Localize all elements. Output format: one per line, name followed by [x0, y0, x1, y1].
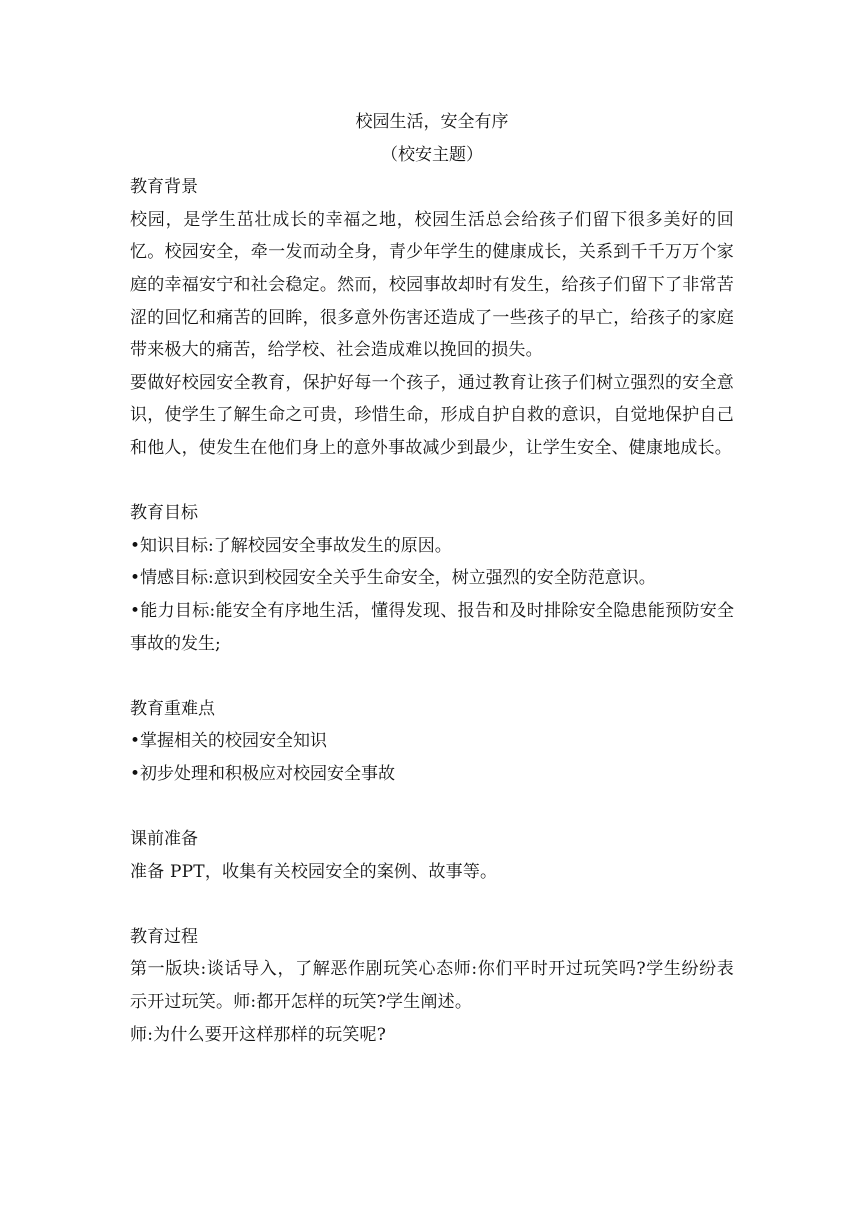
goal-item-ability: •能力目标:能安全有序地生活，懂得发现、报告和及时排除安全隐患能预防安全事故的发生; [130, 600, 734, 654]
section-spacer [130, 465, 734, 498]
section-preparation [130, 823, 734, 888]
document-page [130, 106, 734, 1051]
section-key-points [130, 693, 734, 791]
process-paragraph: 师:为什么要开这样那样的玩笑呢? [130, 1024, 387, 1045]
goal-item-knowledge: •知识目标:了解校园安全事故发生的原因。 [130, 535, 452, 556]
section-heading-goals: 教育目标 [130, 503, 198, 524]
process-paragraph: 第一版块:谈话导入，了解恶作剧玩笑心态师:你们平时开过玩笑吗?学生纷纷表示开过玩笑。师:都开怎样的玩笑?学生阐述。 [130, 959, 734, 1013]
goals-list [130, 530, 734, 660]
preparation-text: 准备 PPT，收集有关校园安全的案例、故事等。 [130, 861, 498, 882]
goal-item-emotion: •情感目标:意识到校园安全关乎生命安全，树立强烈的安全防范意识。 [130, 568, 656, 589]
section-heading-process: 教育过程 [130, 926, 198, 947]
section-process [130, 921, 734, 1051]
section-background [130, 171, 734, 464]
section-goals [130, 497, 734, 660]
section-spacer [130, 888, 734, 921]
section-heading-background: 教育背景 [130, 177, 198, 198]
section-heading-preparation: 课前准备 [130, 829, 198, 850]
background-paragraph: 校园，是学生茁壮成长的幸福之地，校园生活总会给孩子们留下很多美好的回忆。校园安全，牵一发而动全身，青少年学生的健康成长，关系到千千万万个家庭的幸福安宁和社会稳定。然而，校园事故却时有发生，给孩子们留下了非常苦涩的回忆和痛苦的回眸，很多意外伤害还造成了一些孩子的早亡，给孩子的家庭带来极大的痛苦，给学校、社会造成难以挽回的损失。 [130, 209, 734, 361]
section-spacer [130, 660, 734, 693]
key-point-item: •初步处理和积极应对校园安全事故 [130, 763, 396, 784]
key-point-item: •掌握相关的校园安全知识 [130, 731, 328, 752]
background-paragraph: 要做好校园安全教育，保护好每一个孩子，通过教育让孩子们树立强烈的安全意识，使学生了解生命之可贵，珍惜生命，形成自护自救的意识，自觉地保护自己和他人，使发生在他们身上的意外事故减少到最少，让学生安全、健康地成长。 [130, 372, 734, 458]
key-points-list [130, 725, 734, 790]
document-subtitle: （校安主题） [381, 144, 483, 165]
document-title: 校园生活，安全有序 [355, 112, 509, 132]
section-heading-key-points: 教育重难点 [130, 698, 215, 719]
section-spacer [130, 790, 734, 823]
